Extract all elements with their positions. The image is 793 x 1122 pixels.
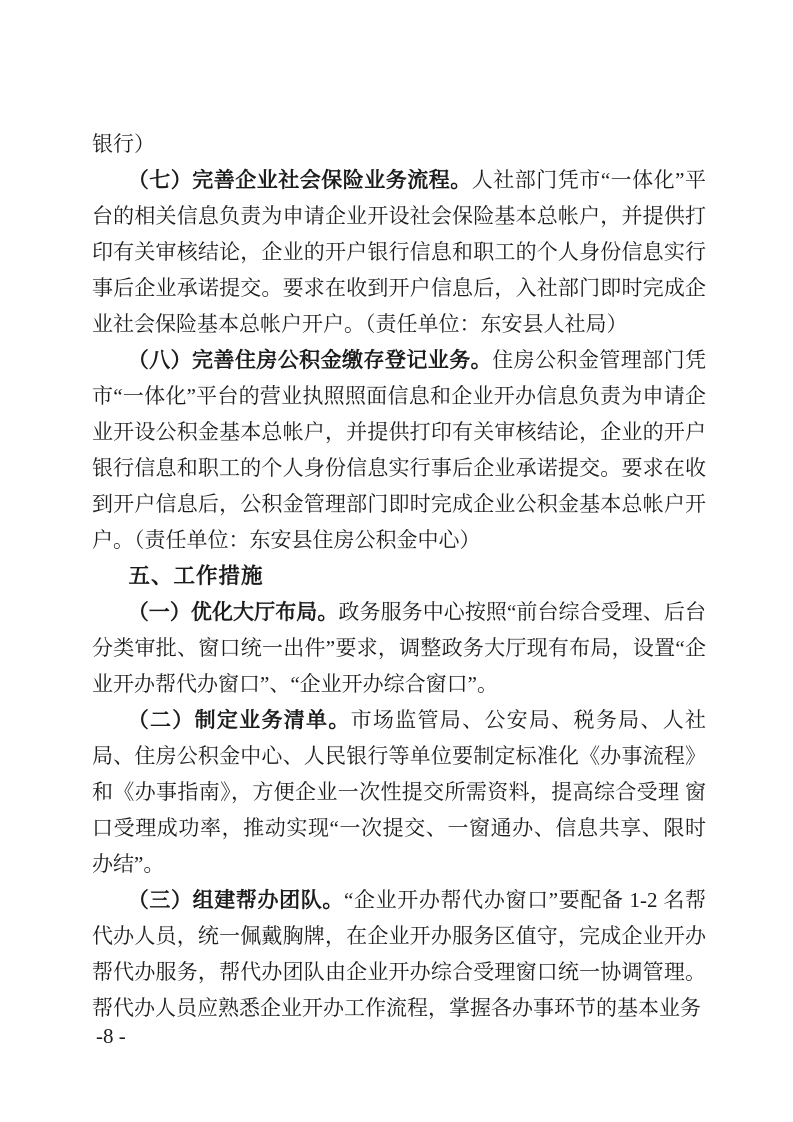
paragraph-measure-2 bbox=[92, 702, 706, 882]
paragraph-measure-1 bbox=[92, 594, 706, 702]
measure-3-body: “企业开办帮代办窗口”要配备 1-2 名帮代办人员，统一佩戴胸牌，在企业开办服务区值守，完成企业开办帮代办服务，帮代办团队由企业开办综合受理窗口统一协调管理。帮代办人员应熟悉企业开办工作流程，掌握各办事环节的基本业务 bbox=[92, 888, 706, 1020]
paragraph-continuation: 银行） bbox=[92, 132, 155, 156]
paragraph-measure-3 bbox=[92, 882, 706, 1026]
document-body bbox=[92, 126, 706, 1026]
item-7-body: 人社部门凭市“一体化”平台的相关信息负责为申请企业开设社会保险基本总帐户，并提供打印有关审核结论，企业的开户银行信息和职工的个人身份信息实行事后企业承诺提交。要求在收到开户信息后，入社部门即时完成企业社会保险基本总帐户开户。（责任单位：东安县人社局） bbox=[92, 168, 706, 336]
paragraph-item-8 bbox=[92, 342, 706, 558]
item-8-heading: （八）完善住房公积金缴存登记业务。 bbox=[127, 348, 493, 372]
measure-1-heading: （一）优化大厅布局。 bbox=[127, 600, 339, 624]
section-heading: 五、工作措施 bbox=[128, 564, 264, 588]
measure-3-heading: （三）组建帮办团队。 bbox=[127, 888, 345, 912]
paragraph-item-7 bbox=[92, 162, 706, 342]
measure-2-heading: （二）制定业务清单。 bbox=[127, 708, 351, 732]
item-8-body: 住房公积金管理部门凭市“一体化”平台的营业执照照面信息和企业开办信息负责为申请企业开设公积金基本总帐户，并提供打印有关审核结论，企业的开户银行信息和职工的个人身份信息实行事后企业承诺提交。要求在收到开户信息后，公积金管理部门即时完成企业公积金基本总帐户开户。（责任单位：东安县住房公积金中心） bbox=[92, 348, 707, 552]
measure-2-body: 市场监管局、公安局、税务局、人社局、住房公积金中心、人民银行等单位要制定标准化《办事流程》和《办事指南》，方便企业一次性提交所需资料，提高综合受理 窗口受理成功率，推动实现“一次提交、一窗通办、信息共享、限时办结”。 bbox=[92, 708, 707, 876]
item-7-heading: （七）完善企业社会保险业务流程。 bbox=[127, 168, 472, 192]
page-number: -8 - bbox=[96, 1024, 126, 1048]
measure-1-body: 政务服务中心按照“前台综合受理、后台分类审批、窗口统一出件”要求，调整政务大厅现有布局，设置“企业开办帮代办窗口”、“企业开办综合窗口”。 bbox=[92, 600, 706, 696]
